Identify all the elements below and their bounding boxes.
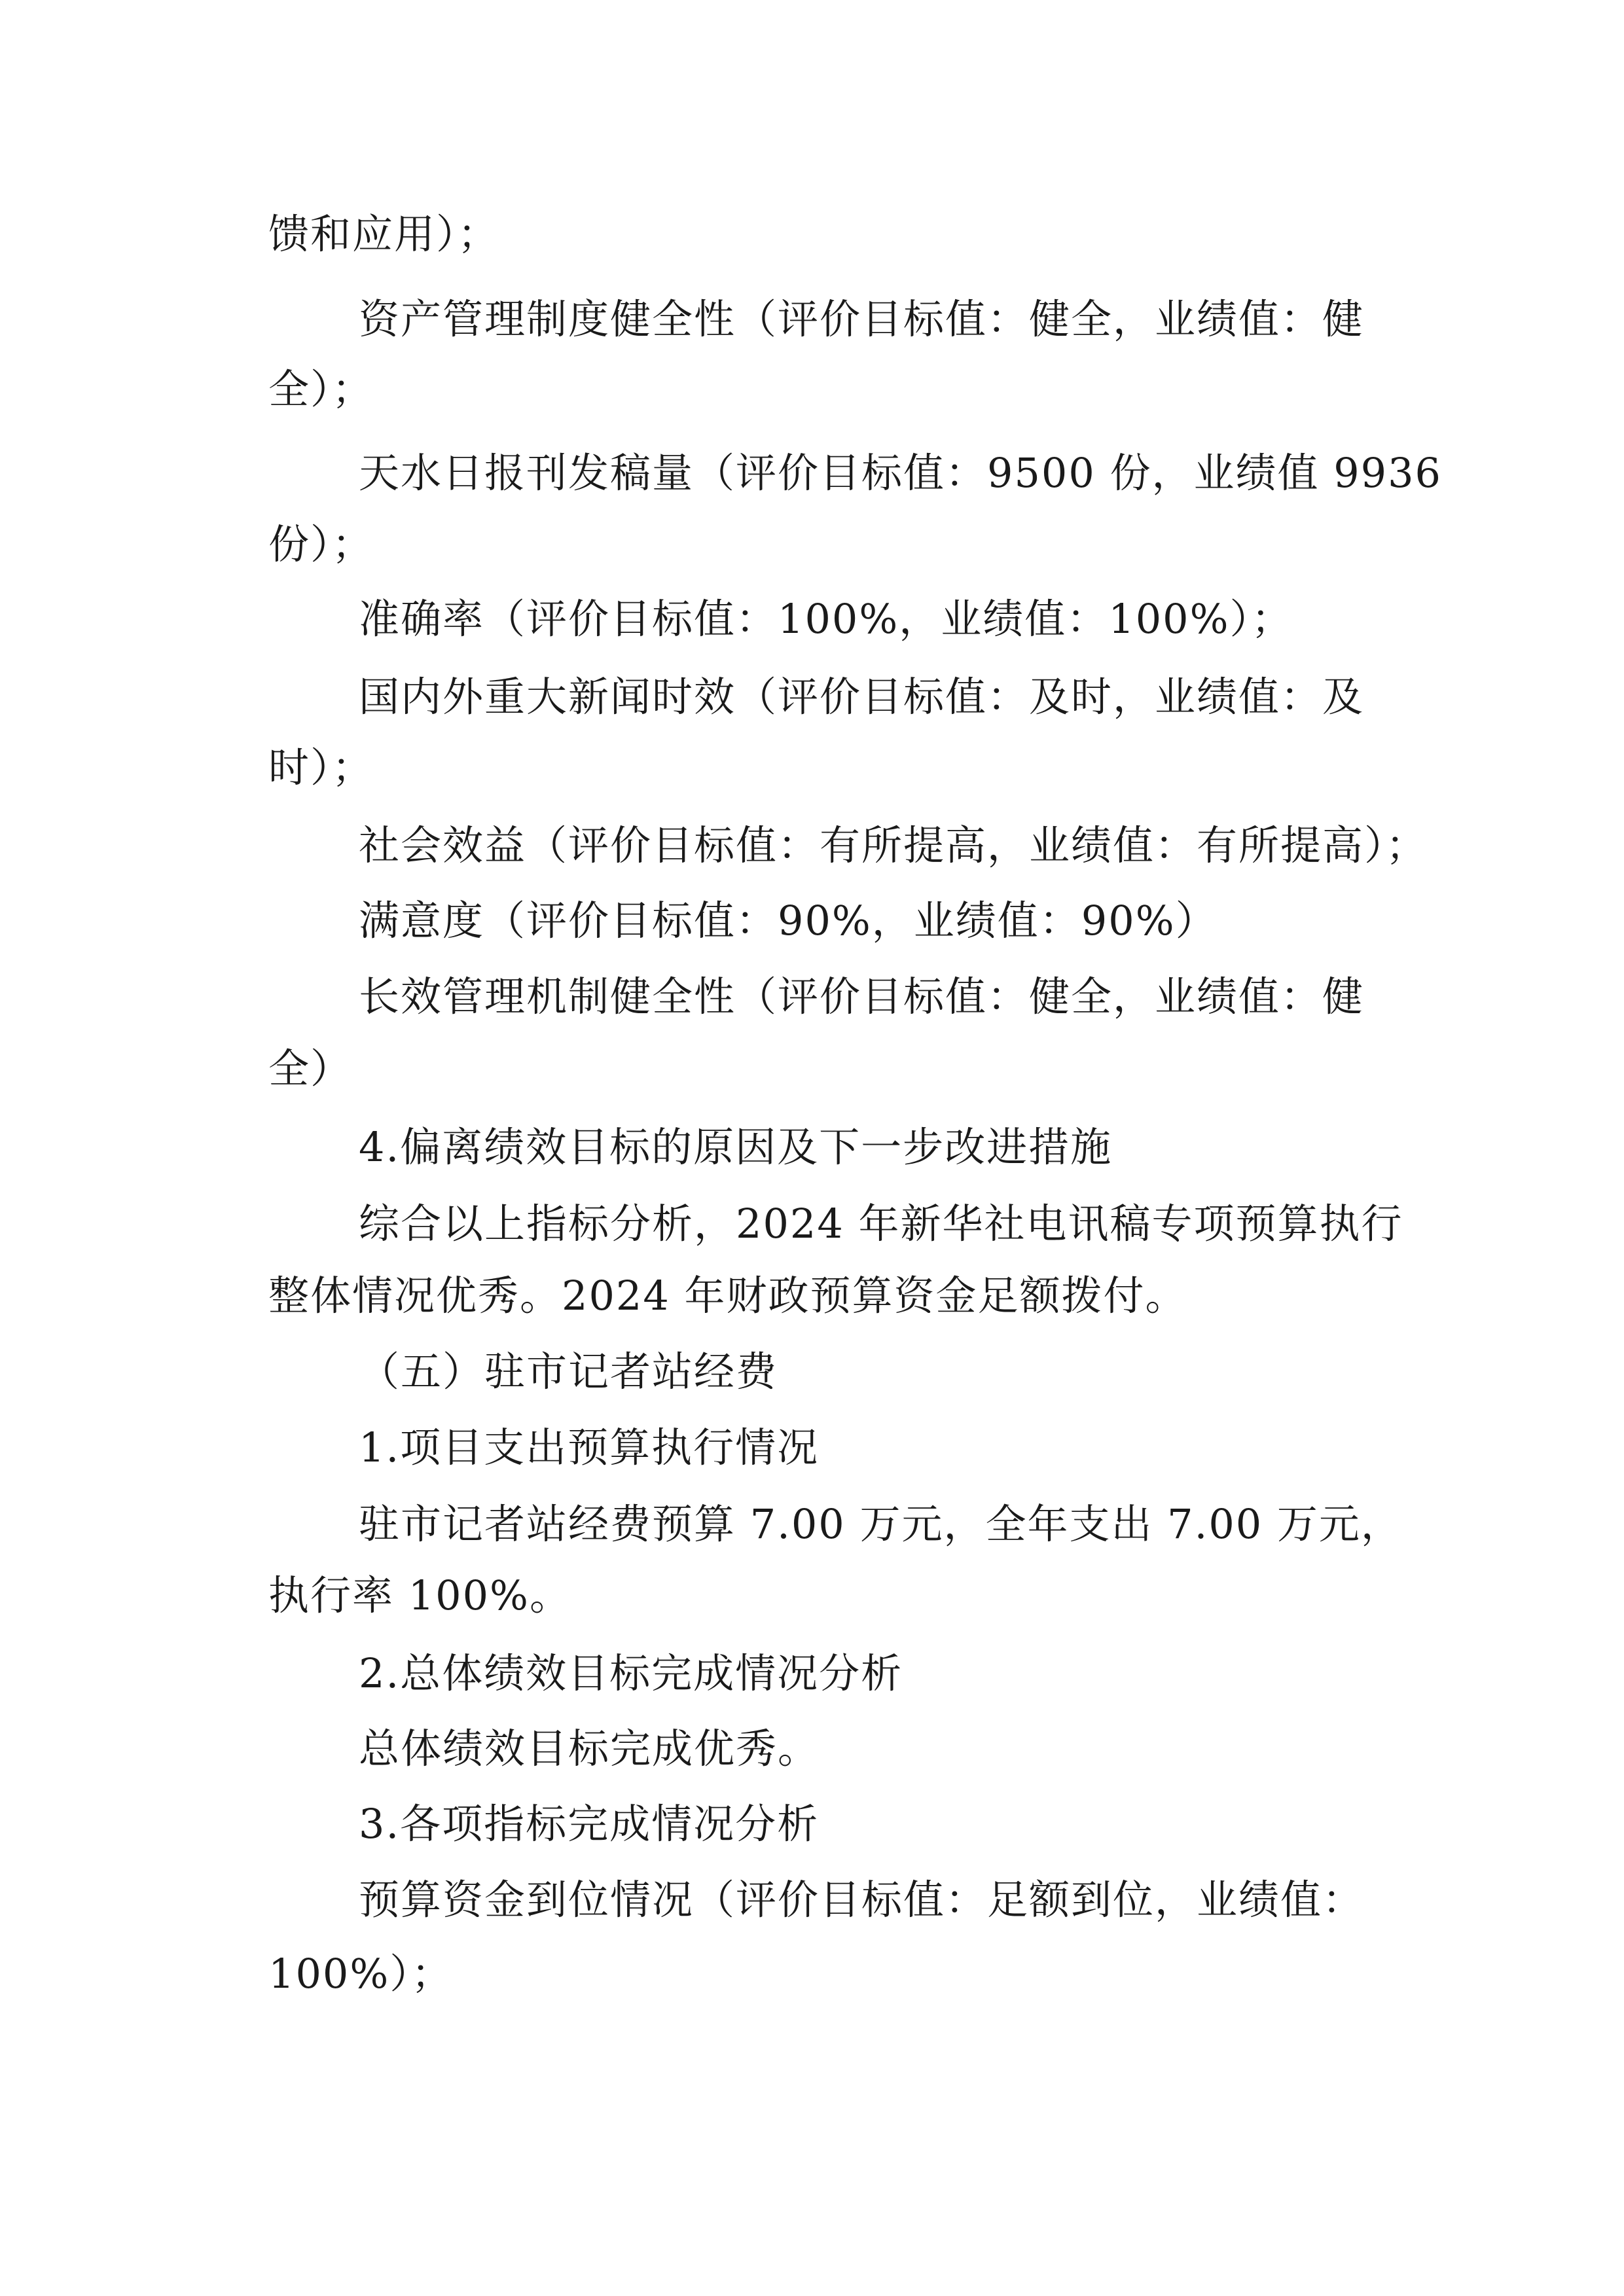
text-line: 资产管理制度健全性（评价目标值：健全，业绩值：健 [359,295,1365,343]
text-line: 驻市记者站经费预算 7.00 万元，全年支出 7.00 万元， [359,1500,1403,1548]
text-line: 长效管理机制健全性（评价目标值：健全，业绩值：健 [359,973,1365,1020]
text-line: 执行率 100%。 [268,1571,571,1619]
text-line: 总体绩效目标完成优秀。 [359,1725,820,1772]
text-line: 全） [268,1045,353,1092]
text-line: 满意度（评价目标值：90%，业绩值：90%） [359,897,1218,944]
text-line: 准确率（评价目标值：100%，业绩值：100%）； [359,595,1293,643]
text-line: 综合以上指标分析，2024 年新华社电讯稿专项预算执行 [359,1200,1403,1247]
text-line: 份）； [268,520,374,568]
section-heading: 1.项目支出预算执行情况 [359,1424,820,1471]
section-heading: 3.各项指标完成情况分析 [359,1800,820,1848]
text-line: 预算资金到位情况（评价目标值：足额到位，业绩值： [359,1876,1365,1924]
text-line: 国内外重大新闻时效（评价目标值：及时，业绩值：及 [359,673,1365,721]
text-line: 时）； [268,744,374,791]
text-line: 100%）； [268,1950,454,1998]
text-line: 社会效益（评价目标值：有所提高，业绩值：有所提高）； [359,821,1428,869]
section-heading: （五）驻市记者站经费 [359,1348,778,1395]
section-heading: 2.总体绩效目标完成情况分析 [359,1649,903,1697]
text-line: 全）； [268,365,374,413]
text-line: 天水日报刊发稿量（评价目标值：9500 份，业绩值 9936 [359,449,1442,497]
text-line: 馈和应用）； [268,210,500,258]
text-line: 整体情况优秀。2024 年财政预算资金足额拨付。 [268,1272,1187,1319]
section-heading: 4.偏离绩效目标的原因及下一步改进措施 [359,1123,1113,1171]
